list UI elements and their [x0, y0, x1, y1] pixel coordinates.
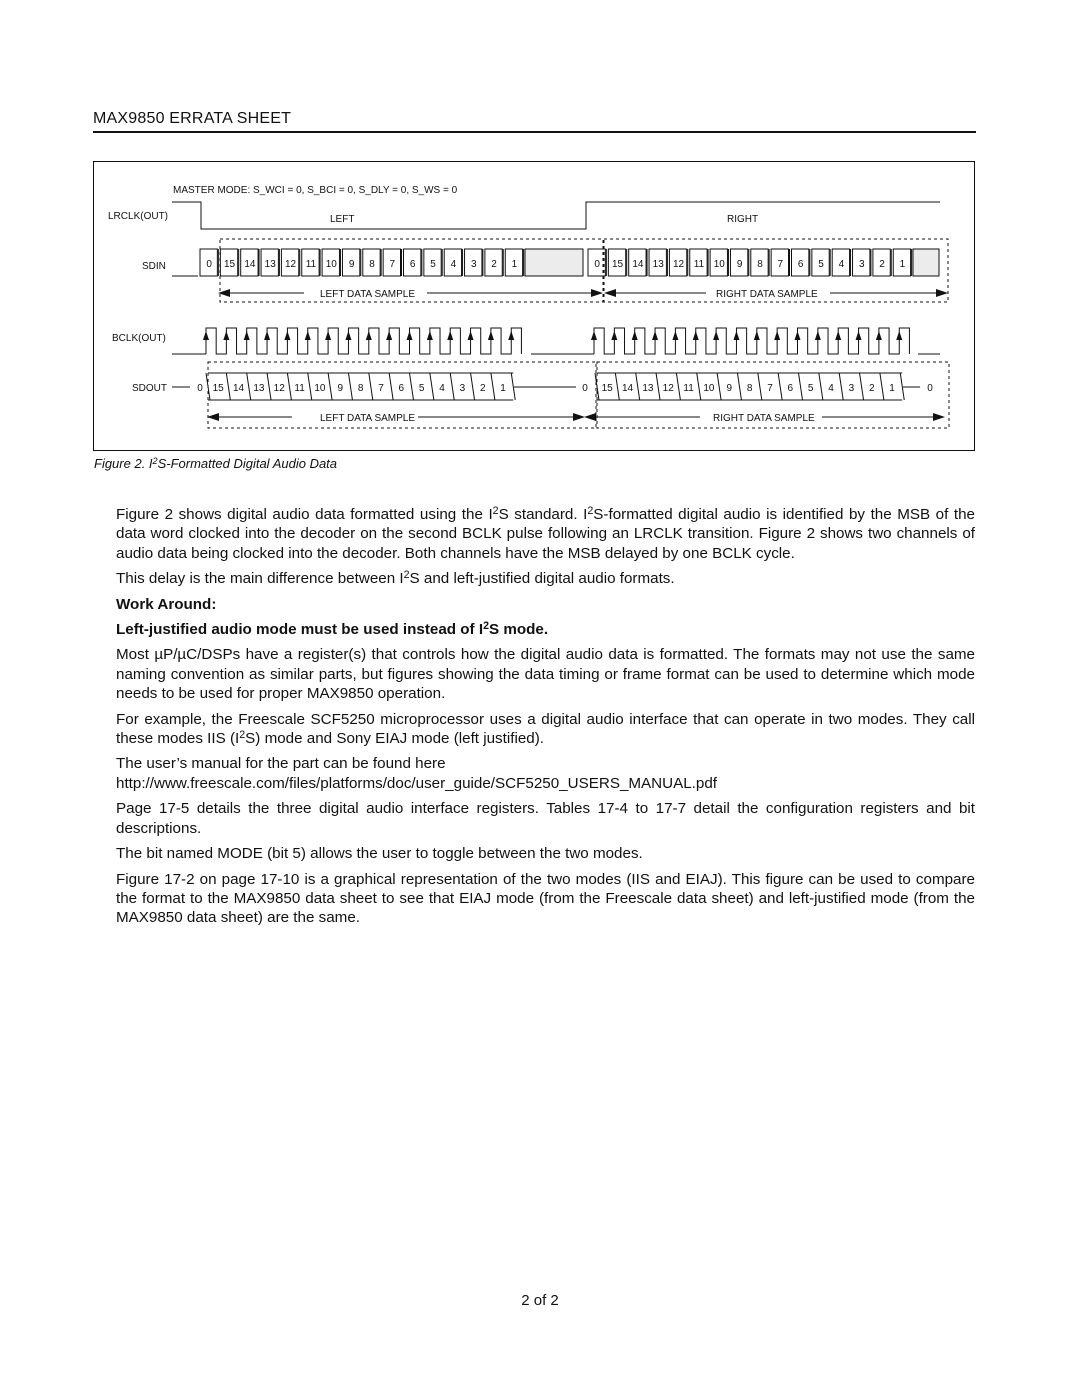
- bclk-row: [172, 328, 940, 354]
- sdin-left-bit-label: 14: [244, 259, 256, 270]
- text-run: This delay is the main difference between I: [116, 570, 404, 588]
- sdout-left-bit-label: 1: [500, 383, 506, 394]
- sdout-right-transition: [615, 373, 619, 400]
- bclk-left-rising-edge-arrow: [203, 331, 209, 340]
- sdin-left-bit-label: 3: [470, 259, 477, 270]
- bclk-right-rising-edge-arrow: [815, 331, 821, 340]
- bclk-right-rising-edge-arrow: [835, 331, 841, 340]
- sdin-row: [172, 249, 939, 276]
- sdout-left-bit-label: 9: [337, 383, 344, 394]
- bclk-left-rising-edge-arrow: [284, 331, 290, 340]
- sdout-left-bit-label: 13: [253, 383, 265, 394]
- sdin-right-bit-label: 3: [858, 259, 865, 270]
- sdout-left-transition: [471, 373, 475, 400]
- sdout-right-bit-label: 15: [601, 383, 613, 394]
- superscript: 2: [492, 505, 499, 518]
- sdout-left-bit-label: 12: [273, 383, 285, 394]
- sdin-right-bit-label: 12: [673, 259, 685, 270]
- paragraph-registers: Page 17-5 details the three digital audio interface registers. Tables 17-4 to 17-7 detail the configuration registers and bit descriptions.: [116, 800, 975, 837]
- sdout-left-transition: [389, 373, 393, 400]
- sdin-right-bit-label: 11: [693, 259, 705, 270]
- figure-caption-suffix: S-Formatted Digital Audio Data: [157, 456, 338, 471]
- superscript: 2: [587, 505, 594, 518]
- sdin-right-bit-label: 5: [818, 259, 824, 270]
- sdout-right-transition: [717, 373, 721, 400]
- bclk-right-rising-edge-arrow: [774, 331, 780, 340]
- bclk-right-rising-edge-arrow: [713, 331, 719, 340]
- paragraph-mode-bit: The bit named MODE (bit 5) allows the user to toggle between the two modes.: [116, 845, 643, 863]
- bclk-right-rising-edge-arrow: [591, 331, 597, 340]
- text-run: S standard. I: [498, 506, 588, 523]
- bclk-right-rising-edge-arrow: [896, 331, 902, 340]
- sdout-right-bit-label: 10: [703, 383, 715, 394]
- bclk-right-rising-edge-arrow: [693, 331, 699, 340]
- sdin-left-bit-label: 9: [348, 259, 355, 270]
- superscript: 2: [483, 620, 489, 633]
- sdin-left-bit-label: 4: [450, 259, 457, 270]
- sdout-right-bit-label: 4: [828, 383, 834, 394]
- sdout-left-bit-label: 7: [378, 383, 384, 394]
- text-run: The user’s manual for the part can be found here: [116, 755, 446, 773]
- bclk-left-clock-wave: [206, 328, 521, 354]
- sdin-right-bit-label: 10: [713, 259, 725, 270]
- page-number: 2 of 2: [521, 1292, 559, 1309]
- sdout-left-bit-label: 15: [212, 383, 224, 394]
- sdin-left-bit-label: 0: [206, 259, 212, 270]
- sdin-left-idle-block: [525, 249, 583, 276]
- bclk-left-rising-edge-arrow: [386, 331, 392, 340]
- paragraph-i2s-description: [116, 505, 975, 563]
- bclk-left-rising-edge-arrow: [427, 331, 433, 340]
- bclk-left-rising-edge-arrow: [345, 331, 351, 340]
- sdout-right-transition: [778, 373, 782, 400]
- sdout-left-bit-label: 4: [439, 383, 445, 394]
- sdout-left-bit-label: 3: [459, 383, 466, 394]
- bclk-right-rising-edge-arrow: [876, 331, 882, 340]
- sdout-left-transition: [267, 373, 271, 400]
- sdout-label: SDOUT: [132, 383, 167, 394]
- sdout-right-bit-label: 7: [767, 383, 773, 394]
- sdout-left-sample-label: LEFT DATA SAMPLE: [320, 413, 416, 424]
- sdin-right-bit-label: 14: [632, 259, 644, 270]
- bclk-left-rising-edge-arrow: [447, 331, 453, 340]
- sdout-right-bit-label: 9: [726, 383, 733, 394]
- sdout-left-transition: [430, 373, 434, 400]
- sdin-left-bit-label: 12: [285, 259, 297, 270]
- superscript: 2: [239, 729, 246, 742]
- sdout-right-transition: [839, 373, 843, 400]
- sdout-bit-label: 0: [197, 383, 203, 394]
- bclk-left-rising-edge-arrow: [366, 331, 372, 340]
- sdout-left-bit-label: 14: [232, 383, 245, 394]
- bclk-left-rising-edge-arrow: [223, 331, 229, 340]
- paragraph-register-formats: Most µP/µC/DSPs have a register(s) that controls how the digital audio data is formatted. The formats may not use the same naming convention as similar parts, but figures showing the data timing or frame format can be used to determine which mode needs to be used for proper MAX9850 operation.: [116, 646, 975, 703]
- sdin-left-bit-label: 2: [491, 259, 497, 270]
- sdin-right-bit-label: 1: [899, 259, 906, 270]
- sdout-right-transition: [676, 373, 680, 400]
- bclk-left-rising-edge-arrow: [244, 331, 250, 340]
- figure-caption-prefix: Figure 2. I: [94, 456, 153, 471]
- text-run: For example, the Freescale SCF5250 microprocessor uses a digital audio interface that can operate in two modes. They call these modes IIS (I: [116, 710, 975, 748]
- sdout-bit-label: 0: [927, 383, 933, 394]
- bclk-left-rising-edge-arrow: [264, 331, 270, 340]
- bclk-right-rising-edge-arrow: [733, 331, 739, 340]
- sdout-right-bit-label: 1: [889, 383, 895, 394]
- superscript: 2: [403, 569, 410, 582]
- bclk-right-rising-edge-arrow: [672, 331, 678, 340]
- sdin-left-bit-label: 1: [511, 259, 518, 270]
- sdin-right-bit-label: 4: [838, 259, 845, 270]
- paragraph-users-manual: [116, 754, 975, 793]
- sdout-left-bit-label: 11: [294, 383, 305, 394]
- sdin-right-bit-label: 0: [594, 259, 600, 270]
- text-run: S-formatted digital audio is identified by the MSB of the data word clocked into the decoder on the second BCLK pulse following an LRCLK transition. Figure 2 shows two channels of audio data being clocked into the decoder. Both channels have the MSB delayed by one BCLK cycle.: [116, 506, 976, 562]
- sdout-left-transition: [287, 373, 291, 400]
- sdout-right-sample-label: RIGHT DATA SAMPLE: [713, 413, 815, 424]
- bclk-left-rising-edge-arrow: [305, 331, 311, 340]
- bclk-left-rising-edge-arrow: [407, 331, 413, 340]
- sdout-left-transition: [450, 373, 454, 400]
- sdout-right-bit-label: 6: [787, 383, 794, 394]
- sdin-left-bit-label: 5: [430, 259, 436, 270]
- sdout-left-transition: [328, 373, 332, 400]
- lrclk-left-label: LEFT: [330, 214, 355, 225]
- sdout-right-transition: [758, 373, 762, 400]
- sdin-right-bit-label: 2: [879, 259, 885, 270]
- sdout-left-transition: [348, 373, 352, 400]
- paragraph-freescale-example: [116, 710, 975, 749]
- sdout-right-transition: [799, 373, 803, 400]
- sdin-left-bit-label: 6: [409, 259, 416, 270]
- bclk-right-rising-edge-arrow: [754, 331, 760, 340]
- sdout-right-transition: [819, 373, 823, 400]
- sdout-left-bit-label: 8: [357, 383, 364, 394]
- sdin-right-bit-label: 6: [797, 259, 804, 270]
- bclk-right-clock-wave: [594, 328, 909, 354]
- paragraph-delay: [116, 569, 975, 588]
- sdin-left-bit-label: 15: [223, 259, 236, 270]
- sdin-right-bit-label: 8: [757, 259, 763, 270]
- sdout-left-transition: [369, 373, 373, 400]
- sdout-right-bit-label: 12: [662, 383, 674, 394]
- sdout-right-bit-label: 13: [642, 383, 654, 394]
- sdin-right-bit-label: 9: [736, 259, 743, 270]
- sdout-right-transition: [697, 373, 701, 400]
- sdout-left-bit-label: 10: [314, 383, 326, 394]
- sdin-right-bit-label: 7: [777, 259, 784, 270]
- timing-diagram-svg: [94, 162, 974, 450]
- text-run: Left-justified audio mode must be used instead of I: [116, 621, 484, 639]
- sdout-right-transition: [860, 373, 864, 400]
- work-around-instruction: [116, 620, 975, 639]
- sdout-right-bit-label: 5: [807, 383, 814, 394]
- text-run: Figure 2 shows digital audio data formatted using the I: [116, 506, 493, 523]
- bclk-right-rising-edge-arrow: [856, 331, 862, 340]
- sdout-right-transition: [737, 373, 741, 400]
- sdout-left-transition: [491, 373, 495, 400]
- bclk-right-rising-edge-arrow: [795, 331, 801, 340]
- header-title: MAX9850 ERRATA SHEET: [93, 110, 292, 127]
- bclk-left-rising-edge-arrow: [488, 331, 494, 340]
- sdin-right-idle-block: [913, 249, 939, 276]
- timing-diagram: [93, 161, 975, 451]
- sdout-right-transition: [636, 373, 640, 400]
- sdin-left-bit-label: 8: [369, 259, 375, 270]
- bclk-left-rising-edge-arrow: [508, 331, 514, 340]
- figure-caption-sup: 2: [152, 455, 158, 466]
- sdin-left-bit-label: 7: [389, 259, 396, 270]
- sdout-right-transition: [880, 373, 884, 400]
- text-run: S) mode and Sony EIAJ mode (left justified).: [245, 730, 544, 748]
- body-text: [116, 505, 975, 934]
- manual-url-link[interactable]: http://www.freescale.com/files/platforms/doc/user_guide/SCF5250_USERS_MANUAL.pdf: [116, 774, 718, 792]
- sdout-left-bit-label: 2: [479, 383, 486, 394]
- sdout-right-bit-label: 2: [868, 383, 875, 394]
- sdout-right-bit-label: 8: [746, 383, 753, 394]
- lrclk-label: LRCLK(OUT): [108, 211, 169, 222]
- paragraph-figure-comparison: Figure 17-2 on page 17-10 is a graphical representation of the two modes (IIS and EIAJ). This figure can be used to compare the format to the MAX9850 data sheet to see that EIAJ mode (from the Freescale data sheet) and left-justified mode (from the MAX9850 data sheet) are the same.: [116, 870, 975, 927]
- bclk-left-rising-edge-arrow: [468, 331, 474, 340]
- sdin-left-bit-label: 13: [264, 259, 276, 270]
- sdout-left-transition: [226, 373, 230, 400]
- figure-caption: [94, 456, 337, 471]
- sdin-right-bit-label: 13: [652, 259, 664, 270]
- work-around-heading: Work Around:: [116, 595, 217, 613]
- sdout-left-bit-label: 6: [398, 383, 405, 394]
- sdout-left-bit-label: 5: [418, 383, 425, 394]
- sdout-right-bit-label: 3: [848, 383, 855, 394]
- sdin-left-sample-label: LEFT DATA SAMPLE: [320, 289, 416, 300]
- sdin-right-bit-label: 15: [611, 259, 624, 270]
- header-rule: [93, 131, 976, 133]
- mode-label: MASTER MODE: S_WCI = 0, S_BCI = 0, S_DLY = 0, S_WS = 0: [173, 185, 458, 196]
- lrclk-waveform: [172, 202, 940, 229]
- sdin-left-bit-label: 10: [325, 259, 337, 270]
- sdout-left-transition: [410, 373, 414, 400]
- text-run: S mode.: [488, 621, 549, 639]
- sdout-row: [172, 373, 933, 400]
- sdin-right-sample-label: RIGHT DATA SAMPLE: [716, 289, 818, 300]
- bclk-right-rising-edge-arrow: [611, 331, 617, 340]
- sdin-label: SDIN: [142, 261, 166, 272]
- sdout-left-transition: [247, 373, 251, 400]
- sdout-bit-label: 0: [582, 383, 588, 394]
- bclk-right-rising-edge-arrow: [652, 331, 658, 340]
- bclk-left-rising-edge-arrow: [325, 331, 331, 340]
- bclk-right-rising-edge-arrow: [632, 331, 638, 340]
- lrclk-right-label: RIGHT: [727, 214, 759, 225]
- sdout-right-bit-label: 11: [683, 383, 694, 394]
- bclk-label: BCLK(OUT): [112, 333, 166, 344]
- text-run: S and left-justified digital audio formats.: [409, 570, 675, 588]
- sdout-right-transition: [656, 373, 660, 400]
- sdout-left-transition: [308, 373, 312, 400]
- sdin-left-bit-label: 11: [305, 259, 317, 270]
- sdout-right-bit-label: 14: [621, 383, 634, 394]
